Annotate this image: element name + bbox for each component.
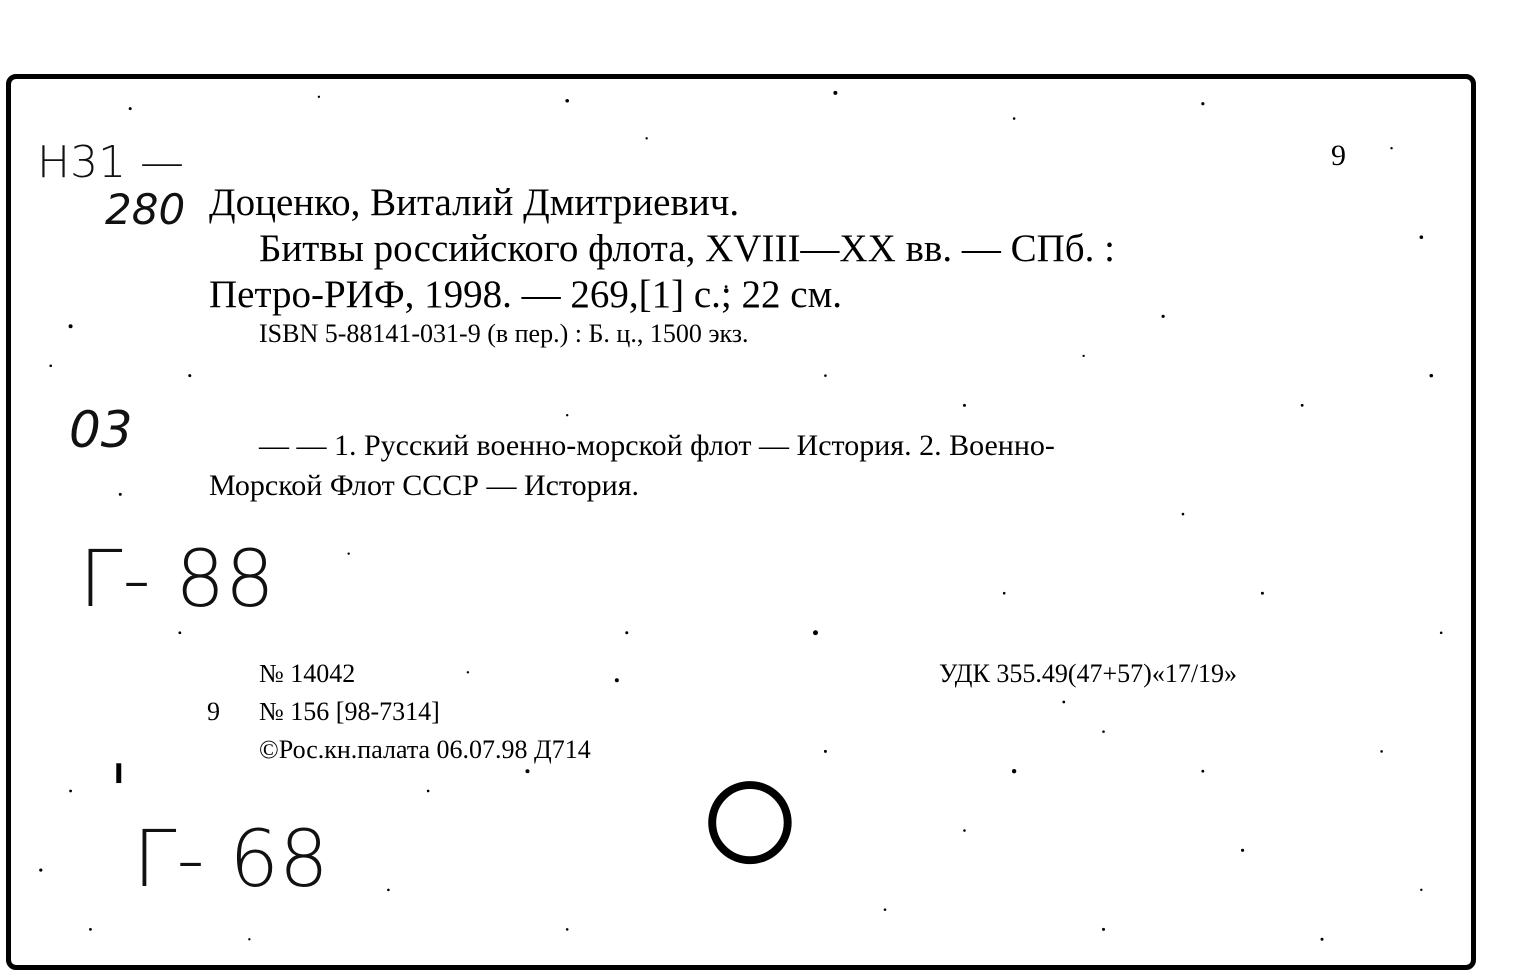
subjects-line-2: Морской Флот СССР — История. (209, 469, 640, 502)
shelfmark-h31: Н31 — (37, 137, 185, 188)
handwritten-g88: Г- 88 (79, 535, 275, 625)
bottom-prefix: 9 (207, 697, 220, 726)
handwritten-g68: Г- 68 (133, 815, 329, 905)
author-heading: Доценко, Виталий Дмитриевич. (209, 181, 740, 224)
subjects-line-1: — — 1. Русский военно-морской флот — История. 2. Военно- (259, 429, 1055, 462)
handwritten-03: 03 (69, 401, 133, 459)
title-line-1: Битвы российского флота, XVIII—XX вв. — СПб. : (259, 227, 1115, 270)
isbn-line: ISBN 5-88141-031-9 (в пер.) : Б. ц., 1500 экз. (259, 319, 749, 348)
card-number: 9 (1331, 139, 1346, 172)
title-line-2: Петро-РИФ, 1998. — 269,[1] с.; 22 см. (209, 273, 843, 316)
record-number-2: № 156 [98-7314] (259, 697, 440, 726)
shelfmark-280: 280 (105, 185, 186, 234)
udk-code: УДК 355.49(47+57)«17/19» (939, 659, 1238, 688)
copyright-line: ©Рос.кн.палата 06.07.98 Д714 (259, 735, 591, 764)
catalog-card (6, 74, 1476, 970)
record-number: № 14042 (259, 659, 356, 688)
